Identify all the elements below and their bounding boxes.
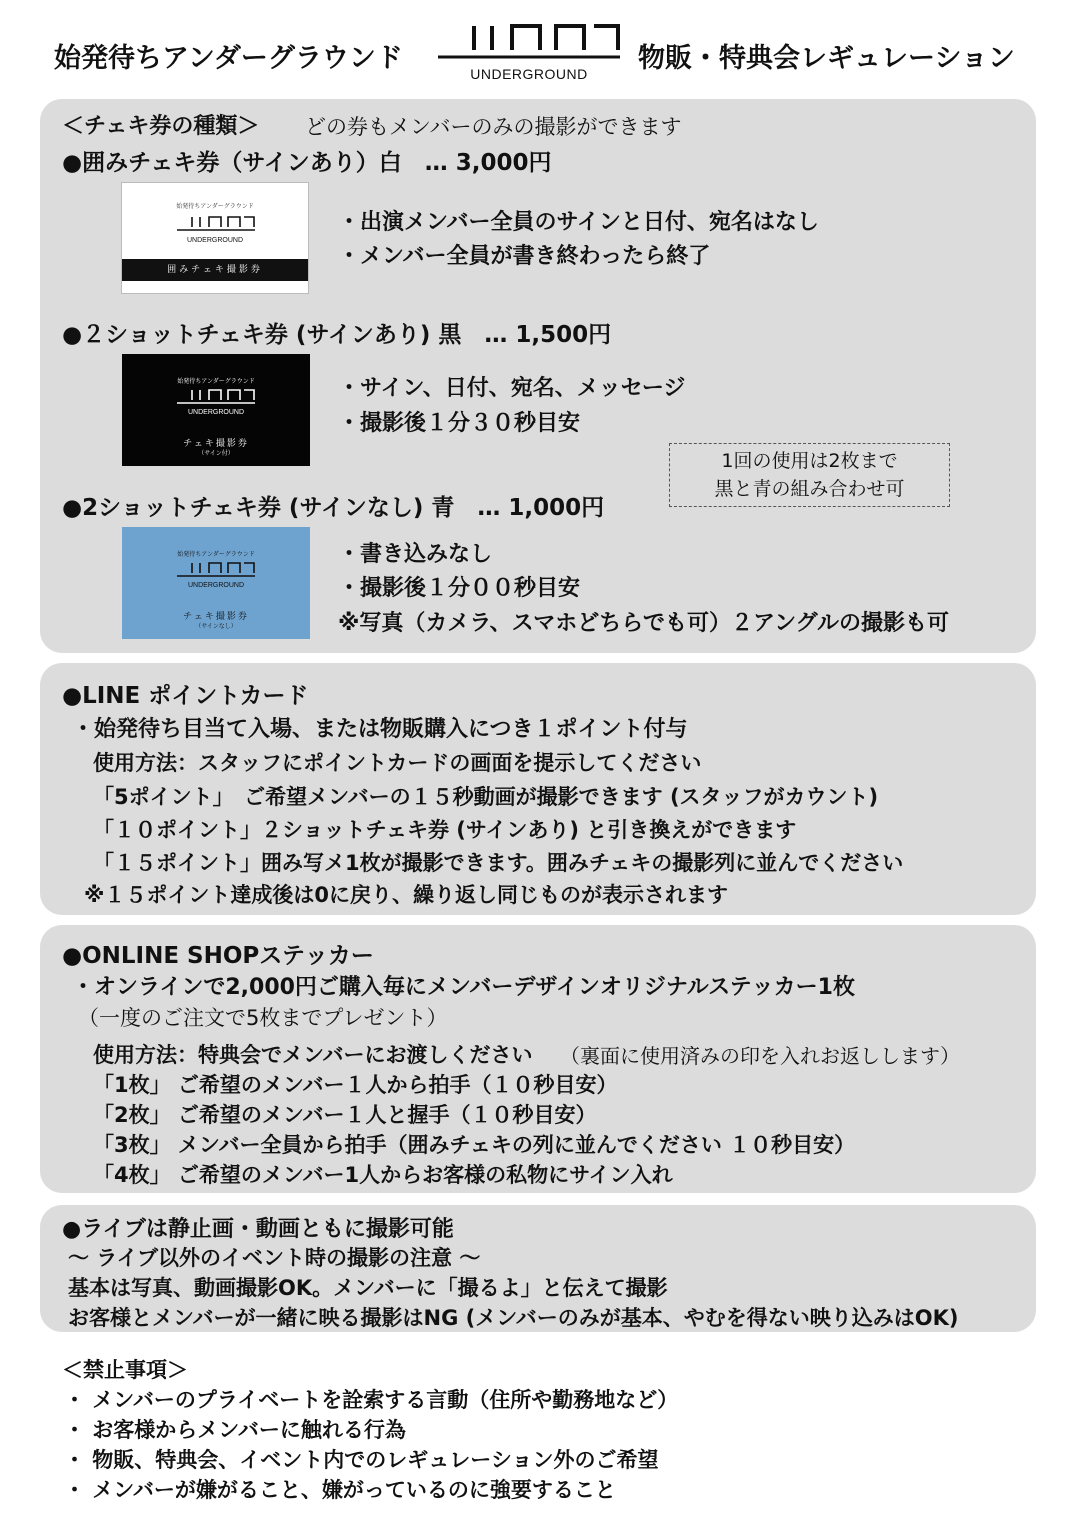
page-header bbox=[0, 0, 1076, 95]
online-line-4: 「1枚」 ご希望のメンバー１人から拍手（１０秒目安） bbox=[93, 1073, 618, 1097]
line-card-line-4: 「１０ポイント」２ショットチェキ券 (サインあり) と引き換えができます bbox=[93, 818, 797, 842]
ticket2-card-logo-text: UNDERGROUND bbox=[188, 409, 244, 416]
header-title-right: 物販・特典会レギュレーション bbox=[638, 43, 1015, 74]
header-title-left: 始発待ちアンダーグラウンド bbox=[54, 43, 403, 74]
online-line-6: 「3枚」 メンバー全員から拍手（囲みチェキの列に並んでください １０秒目安） bbox=[93, 1133, 856, 1157]
online-line-5: 「2枚」 ご希望のメンバー１人と握手（１０秒目安） bbox=[93, 1103, 597, 1127]
online-line-2: （一度のご注文で5枚までプレゼント） bbox=[78, 1006, 448, 1030]
prohibited-item-2: ・ お客様からメンバーに触れる行為 bbox=[64, 1418, 406, 1442]
line-card-line-2: 使用方法：スタッフにポイントカードの画面を提示してください bbox=[93, 751, 702, 775]
live-line-1: 〜 ライブ以外のイベント時の撮影の注意 〜 bbox=[68, 1246, 481, 1270]
logo-mark-icon bbox=[436, 20, 622, 66]
ticket2-card-top: 始発待ちアンダーグラウンド bbox=[177, 378, 255, 385]
cheki-heading-note: どの券もメンバーのみの撮影ができます bbox=[305, 115, 682, 139]
line-card-heading: ●LINE ポイントカード bbox=[62, 683, 309, 709]
ticket1-bullet-2: ・メンバー全員が書き終わったら終了 bbox=[338, 244, 711, 269]
ticket1-card-logo-text: UNDERGROUND bbox=[187, 237, 243, 244]
ticket3-card-logo-icon bbox=[176, 561, 256, 579]
ticket3-title: ●2ショットチェキ券 (サインなし) 青 … 1,000円 bbox=[62, 495, 605, 521]
online-line-1: ・オンラインで2,000円ご購入毎にメンバーデザインオリジナルステッカー1枚 bbox=[72, 975, 855, 1000]
usage-note-line-1: 1回の使用は2枚まで bbox=[721, 450, 898, 472]
logo-text: UNDERGROUND bbox=[470, 66, 588, 82]
ticket2-card-logo-icon bbox=[176, 388, 256, 406]
live-line-3: お客様とメンバーが一緒に映る撮影はNG (メンバーのみが基本、やむを得ない映り込みはOK) bbox=[68, 1306, 959, 1330]
online-heading: ●ONLINE SHOPステッカー bbox=[62, 943, 374, 969]
prohibited-item-3: ・ 物販、特典会、イベント内でのレギュレーション外のご希望 bbox=[64, 1448, 659, 1472]
prohibited-item-1: ・ メンバーのプライベートを詮索する言動（住所や勤務地など） bbox=[64, 1388, 679, 1412]
cheki-heading: ＜チェキ券の種類＞ bbox=[62, 114, 260, 139]
ticket1-card-logo-icon bbox=[176, 215, 256, 233]
usage-note-box bbox=[669, 443, 950, 507]
ticket2-card-label: チェキ撮影券 bbox=[183, 439, 249, 449]
ticket1-bullet-1: ・出演メンバー全員のサインと日付、宛名はなし bbox=[338, 210, 819, 235]
online-line-7: 「4枚」 ご希望のメンバー1人からお客様の私物にサイン入れ bbox=[93, 1163, 673, 1187]
ticket1-title: ●囲みチェキ券（サインあり）白 … 3,000円 bbox=[62, 150, 552, 176]
online-line-3a: 使用方法：特典会でメンバーにお渡しください bbox=[93, 1043, 533, 1067]
usage-note-line-2: 黒と青の組み合わせ可 bbox=[714, 478, 905, 500]
ticket1-card-top: 始発待ちアンダーグラウンド bbox=[176, 203, 254, 210]
ticket2-card-image bbox=[122, 354, 310, 466]
line-card-line-3: 「5ポイント」 ご希望メンバーの１５秒動画が撮影できます (スタッフがカウント) bbox=[93, 785, 879, 809]
ticket2-title: ●２ショットチェキ券 (サインあり) 黒 … 1,500円 bbox=[62, 322, 612, 348]
live-heading: ●ライブは静止画・動画ともに撮影可能 bbox=[62, 1217, 454, 1242]
ticket1-card-image bbox=[121, 182, 309, 294]
line-card-line-1: ・始発待ち目当て入場、または物販購入につき１ポイント付与 bbox=[72, 717, 688, 742]
ticket3-bullet-3: ※写真（カメラ、スマホどちらでも可）２アングルの撮影も可 bbox=[338, 611, 949, 636]
ticket3-card-label: チェキ撮影券 bbox=[183, 612, 249, 622]
online-line-3b: （裏面に使用済みの印を入れお返しします） bbox=[560, 1044, 960, 1068]
ticket2-bullet-2: ・撮影後１分３０秒目安 bbox=[338, 411, 581, 436]
underground-logo bbox=[436, 20, 622, 84]
live-line-2: 基本は写真、動画撮影OK。メンバーに「撮るよ」と伝えて撮影 bbox=[68, 1276, 668, 1300]
ticket1-card-band: 囲みチェキ撮影券 bbox=[122, 259, 308, 281]
ticket3-card-image bbox=[122, 527, 310, 639]
ticket2-bullet-1: ・サイン、日付、宛名、メッセージ bbox=[338, 376, 686, 401]
line-card-line-6: ※１５ポイント達成後は0に戻り、繰り返し同じものが表示されます bbox=[84, 883, 729, 907]
ticket3-card-logo-text: UNDERGROUND bbox=[188, 582, 244, 589]
ticket3-card-sub: （サインなし） bbox=[195, 623, 237, 630]
ticket3-card-top: 始発待ちアンダーグラウンド bbox=[177, 551, 255, 558]
prohibited-heading: ＜禁止事項＞ bbox=[62, 1358, 188, 1382]
ticket3-bullet-2: ・撮影後１分００秒目安 bbox=[338, 576, 581, 601]
line-card-line-5: 「１５ポイント」囲み写メ1枚が撮影できます。囲みチェキの撮影列に並んでください bbox=[93, 851, 904, 875]
ticket2-card-sub: （サイン付） bbox=[198, 450, 234, 457]
ticket3-bullet-1: ・書き込みなし bbox=[338, 542, 493, 567]
prohibited-item-4: ・ メンバーが嫌がること、嫌がっているのに強要すること bbox=[64, 1478, 616, 1502]
